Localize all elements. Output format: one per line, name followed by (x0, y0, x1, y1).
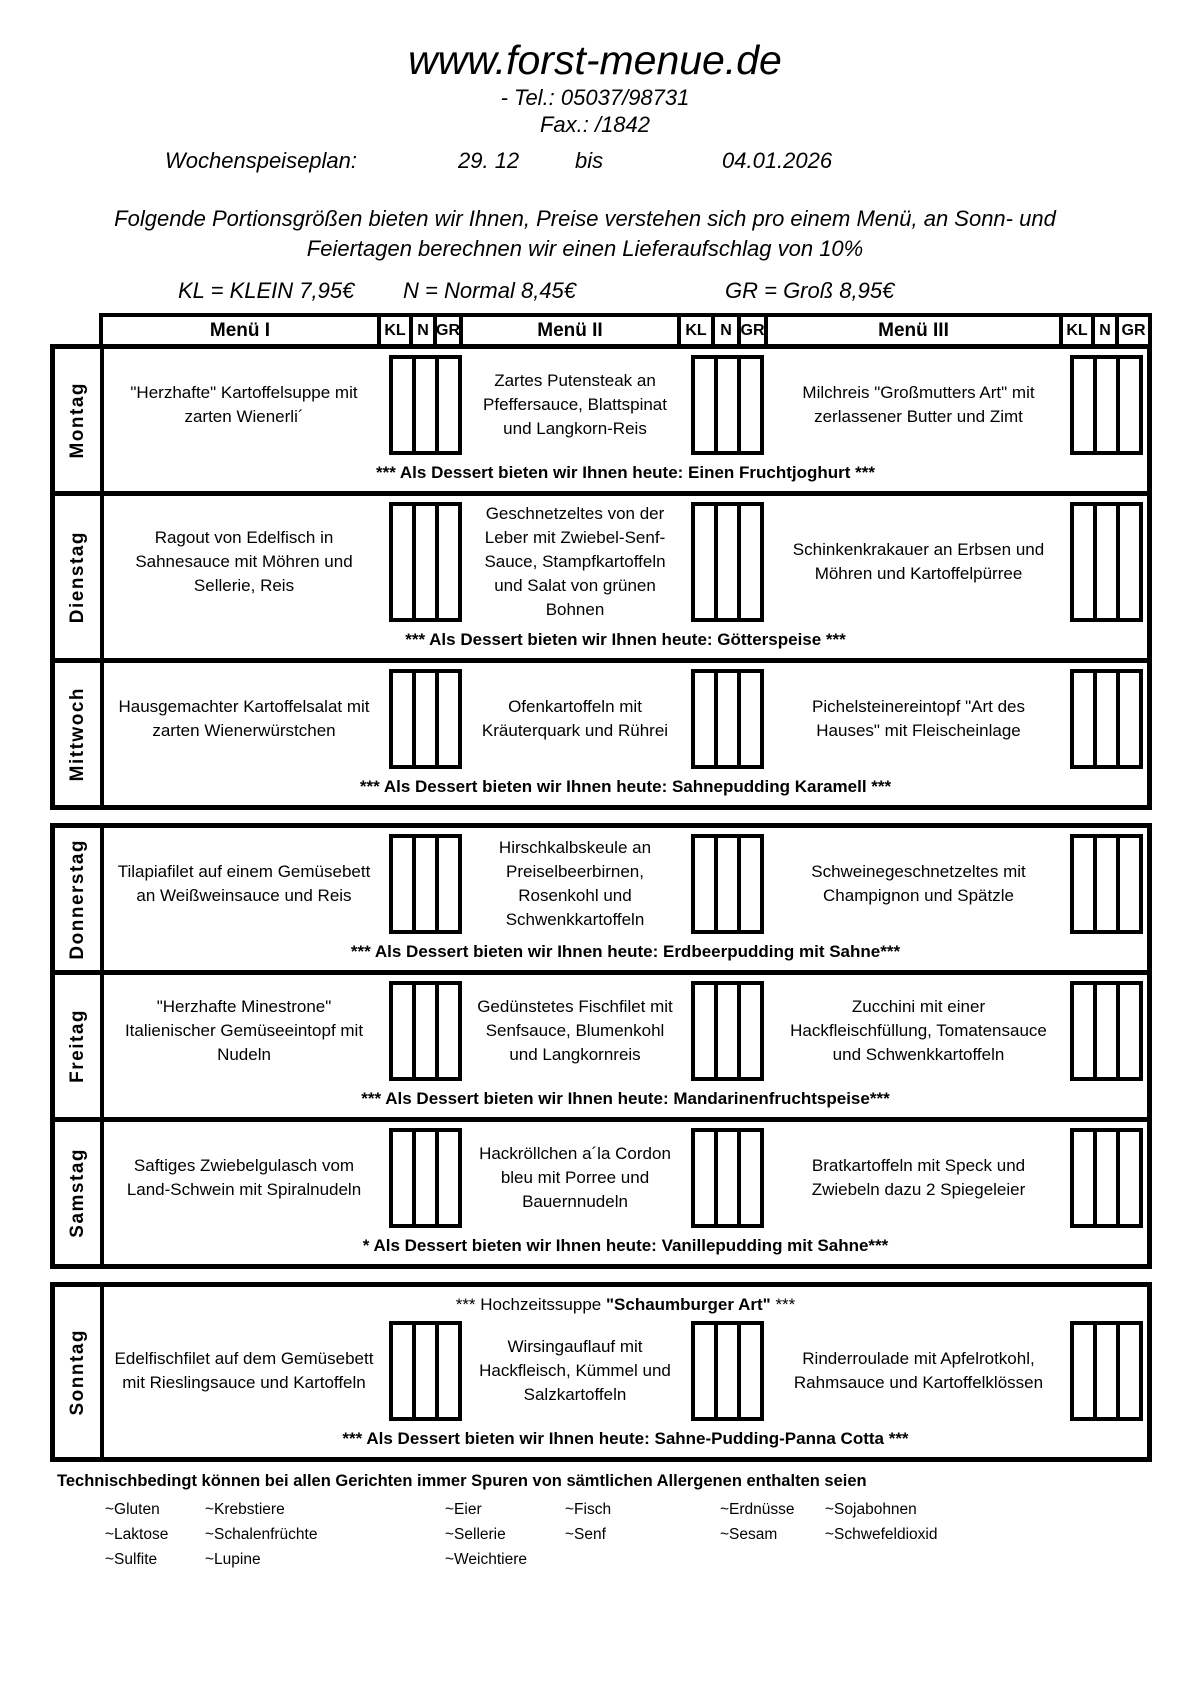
checkbox-gr[interactable] (737, 355, 764, 455)
header-menu-2: Menü II (463, 317, 681, 344)
allergen-row (55, 1501, 1190, 1526)
header-size-n: N (413, 317, 437, 344)
size-checkbox-group (384, 1122, 466, 1234)
allergen-item: ~Schwefeldioxid (825, 1526, 938, 1543)
dish-menu-3: Schweinegeschnetzeltes mit Champignon und Spätzle (811, 862, 1026, 905)
allergen-item: ~Gluten (105, 1501, 160, 1518)
allergen-row (55, 1551, 1190, 1576)
size-checkbox-group (384, 349, 466, 461)
intro-line-2: Feiertagen berechnen wir einen Lieferaufschlag von 10% (306, 236, 864, 261)
checkbox-gr[interactable] (435, 1321, 462, 1421)
day-label: Donnerstag (66, 838, 88, 960)
menu-table (50, 313, 1152, 1462)
page-header (0, 0, 1190, 305)
dish-menu-1: Saftiges Zwiebelgulasch vom Land-Schwein mit Spiralnudeln (126, 1156, 362, 1199)
checkbox-gr[interactable] (435, 1128, 462, 1228)
day-label: Dienstag (66, 530, 88, 624)
size-checkbox-group (684, 663, 771, 775)
dessert-line: *** Als Dessert bieten wir Ihnen heute: Einen Fruchtjoghurt *** (375, 463, 876, 482)
size-checkbox-group (1066, 1315, 1147, 1427)
dishes-row (104, 663, 1147, 775)
day-label: Montag (66, 381, 88, 459)
allergen-item: ~Lupine (205, 1551, 261, 1568)
size-checkbox-group (1066, 828, 1147, 940)
day-content (104, 1287, 1147, 1457)
size-checkbox-group (1066, 975, 1147, 1087)
dish-menu-1: Edelfischfilet auf dem Gemüsebett mit Rieslingsauce und Kartoffeln (114, 1349, 374, 1392)
header-menu-1: Menü I (103, 317, 381, 344)
table-block-mon-wed (50, 344, 1152, 810)
fax-line: Fax.: /1842 (539, 112, 651, 137)
dishes-row (104, 349, 1147, 461)
allergen-item: ~Sesam (720, 1526, 778, 1543)
dish-menu-3: Schinkenkrakauer an Erbsen und Möhren und Kartoffelpürree (792, 540, 1045, 583)
day-row (55, 1117, 1147, 1264)
dish-menu-1: Ragout von Edelfisch in Sahnesauce mit Möhren und Sellerie, Reis (135, 528, 353, 595)
price-gross: GR = Groß 8,95€ (725, 278, 895, 303)
checkbox-gr[interactable] (737, 669, 764, 769)
dessert-line: *** Als Dessert bieten wir Ihnen heute: Sahne-Pudding-Panna Cotta *** (342, 1429, 909, 1448)
allergen-item: ~Sojabohnen (825, 1501, 917, 1518)
header-size-kl: KL (681, 317, 715, 344)
day-label: Sonntag (66, 1328, 88, 1416)
day-label-cell (55, 975, 104, 1117)
allergen-item: ~Schalenfrüchte (205, 1526, 318, 1543)
allergen-item: ~Erdnüsse (720, 1501, 795, 1518)
dish-menu-2: Hackröllchen a´la Cordon bleu mit Porree und Bauernnudeln (479, 1144, 671, 1211)
day-label-cell (55, 349, 104, 491)
checkbox-gr[interactable] (1116, 669, 1143, 769)
day-label-cell (55, 1287, 104, 1457)
day-content (104, 349, 1147, 491)
size-checkbox-group (384, 496, 466, 628)
checkbox-gr[interactable] (1116, 502, 1143, 622)
dish-menu-1: Hausgemachter Kartoffelsalat mit zarten Wienerwürstchen (118, 697, 370, 740)
size-checkbox-group (384, 828, 466, 940)
dish-menu-2: Wirsingauflauf mit Hackfleisch, Kümmel und Salzkartoffeln (479, 1337, 671, 1404)
size-checkbox-group (384, 663, 466, 775)
dishes-row (104, 828, 1147, 940)
dish-menu-1: "Herzhafte Minestrone" Italienischer Gemüseeintopf mit Nudeln (124, 997, 364, 1064)
size-checkbox-group (684, 975, 771, 1087)
intro-line-1: Folgende Portionsgrößen bieten wir Ihnen, Preise verstehen sich pro einem Menü, an Sonn- und (114, 206, 1056, 231)
allergen-item: ~Krebstiere (205, 1501, 285, 1518)
header-size-gr: GR (437, 317, 463, 344)
checkbox-gr[interactable] (435, 355, 462, 455)
allergen-item: ~Weichtiere (445, 1551, 527, 1568)
checkbox-gr[interactable] (1116, 981, 1143, 1081)
table-block-sun (50, 1282, 1152, 1462)
day-row (55, 349, 1147, 491)
dishes-row (104, 1315, 1147, 1427)
dish-menu-2: Hirschkalbskeule an Preiselbeerbirnen, Rosenkohl und Schwenkkartoffeln (498, 838, 652, 929)
checkbox-gr[interactable] (737, 1321, 764, 1421)
plan-bis-label: bis (575, 148, 604, 173)
day-content (104, 496, 1147, 658)
dish-menu-2: Zartes Putensteak an Pfeffersauce, Blattspinat und Langkorn-Reis (483, 371, 667, 438)
checkbox-gr[interactable] (1116, 1128, 1143, 1228)
size-checkbox-group (684, 349, 771, 461)
size-checkbox-group (1066, 496, 1147, 628)
day-row (55, 970, 1147, 1117)
dish-menu-2: Geschnetzeltes von der Leber mit Zwiebel-Senf-Sauce, Stampfkartoffeln und Salat von grünen Bohnen (484, 504, 666, 619)
table-header-row (99, 313, 1152, 344)
price-row (0, 278, 1190, 305)
dish-menu-3: Pichelsteinereintopf "Art des Hauses" mit Fleischeinlage (812, 697, 1025, 740)
price-klein: KL = KLEIN 7,95€ (178, 278, 355, 303)
day-content (104, 1122, 1147, 1264)
dish-menu-1: "Herzhafte" Kartoffelsuppe mit zarten Wienerli´ (130, 383, 358, 426)
dish-menu-3: Bratkartoffeln mit Speck und Zwiebeln dazu 2 Spiegeleier (811, 1156, 1026, 1199)
size-checkbox-group (684, 1315, 771, 1427)
header-size-gr: GR (1121, 321, 1146, 339)
tel-line: - Tel.: 05037/98731 (500, 85, 690, 110)
day-content (104, 663, 1147, 805)
size-checkbox-group (684, 1122, 771, 1234)
allergen-list (55, 1501, 1190, 1576)
allergen-item: ~Laktose (105, 1526, 169, 1543)
plan-date-start: 29. 12 (458, 148, 520, 173)
size-checkbox-group (1066, 349, 1147, 461)
size-checkbox-group (1066, 663, 1147, 775)
dish-menu-3: Milchreis "Großmutters Art" mit zerlassener Butter und Zimt (802, 383, 1035, 426)
day-label-cell (55, 828, 104, 970)
size-checkbox-group (1066, 1122, 1147, 1234)
allergen-item: ~Senf (565, 1526, 606, 1543)
header-size-gr: GR (741, 317, 768, 344)
price-normal: N = Normal 8,45€ (403, 278, 577, 303)
dish-menu-2: Gedünstetes Fischfilet mit Senfsauce, Blumenkohl und Langkornreis (477, 997, 673, 1064)
table-block-thu-sat (50, 823, 1152, 1269)
dishes-row (104, 496, 1147, 628)
checkbox-gr[interactable] (737, 981, 764, 1081)
plan-label: Wochenspeiseplan: (165, 148, 358, 173)
dishes-row (104, 975, 1147, 1087)
allergy-note: Technischbedingt können bei allen Gerichten immer Spuren von sämtlichen Allergenen enthalten seien (57, 1472, 867, 1490)
allergen-item: ~Fisch (565, 1501, 612, 1518)
dishes-row (104, 1122, 1147, 1234)
dessert-line: *** Als Dessert bieten wir Ihnen heute: Götterspeise *** (405, 630, 846, 649)
header-size-n: N (715, 317, 741, 344)
checkbox-gr[interactable] (435, 669, 462, 769)
day-row (55, 658, 1147, 805)
size-checkbox-group (684, 496, 771, 628)
dessert-line: * Als Dessert bieten wir Ihnen heute: Vanillepudding mit Sahne*** (362, 1236, 889, 1255)
checkbox-gr[interactable] (1116, 834, 1143, 934)
day-content (104, 828, 1147, 970)
allergen-item: ~Sulfite (105, 1551, 158, 1568)
dish-menu-2: Ofenkartoffeln mit Kräuterquark und Rührei (481, 697, 669, 740)
day-row (55, 828, 1147, 970)
day-label-cell (55, 1122, 104, 1264)
dessert-line: *** Als Dessert bieten wir Ihnen heute: Sahnepudding Karamell *** (359, 777, 892, 796)
day-row (55, 491, 1147, 658)
dish-menu-3: Zucchini mit einer Hackfleischfüllung, Tomatensauce und Schwenkkartoffeln (790, 997, 1047, 1064)
header-size-n: N (1095, 317, 1119, 344)
day-label: Freitag (66, 1009, 88, 1083)
header-size-kl: KL (1063, 317, 1095, 344)
header-size-kl: KL (381, 317, 413, 344)
checkbox-gr[interactable] (737, 1128, 764, 1228)
day-label-cell (55, 496, 104, 658)
plan-date-end: 04.01.2026 (722, 148, 833, 173)
soup-line (104, 1287, 1147, 1315)
intro-text (0, 204, 1170, 264)
dessert-line: *** Als Dessert bieten wir Ihnen heute: Erdbeerpudding mit Sahne*** (350, 942, 901, 961)
checkbox-gr[interactable] (737, 834, 764, 934)
dish-menu-1: Tilapiafilet auf einem Gemüsebett an Weißweinsauce und Reis (117, 862, 371, 905)
checkbox-gr[interactable] (737, 502, 764, 622)
dish-menu-3: Rinderroulade mit Apfelrotkohl, Rahmsauce und Kartoffelklössen (793, 1349, 1044, 1392)
day-content (104, 975, 1147, 1117)
size-checkbox-group (684, 828, 771, 940)
soup-suffix: *** (770, 1295, 796, 1314)
allergen-row (55, 1526, 1190, 1551)
checkbox-gr[interactable] (1116, 1321, 1143, 1421)
checkbox-gr[interactable] (435, 981, 462, 1081)
plan-row (0, 148, 1190, 176)
soup-name: "Schaumburger Art" (605, 1295, 771, 1314)
day-label: Samstag (66, 1148, 88, 1238)
header-menu-3: Menü III (768, 317, 1063, 344)
size-checkbox-group (384, 975, 466, 1087)
dessert-line: *** Als Dessert bieten wir Ihnen heute: Mandarinenfruchtspeise*** (361, 1089, 890, 1108)
allergen-item: ~Eier (445, 1501, 482, 1518)
allergen-item: ~Sellerie (445, 1526, 506, 1543)
checkbox-gr[interactable] (435, 502, 462, 622)
checkbox-gr[interactable] (435, 834, 462, 934)
soup-prefix: *** Hochzeitssuppe (455, 1295, 606, 1314)
checkbox-gr[interactable] (1116, 355, 1143, 455)
size-checkbox-group (384, 1315, 466, 1427)
day-label-cell (55, 663, 104, 805)
website-title: www.forst-menue.de (408, 37, 782, 83)
day-label: Mittwoch (66, 686, 88, 782)
day-row (55, 1287, 1147, 1457)
